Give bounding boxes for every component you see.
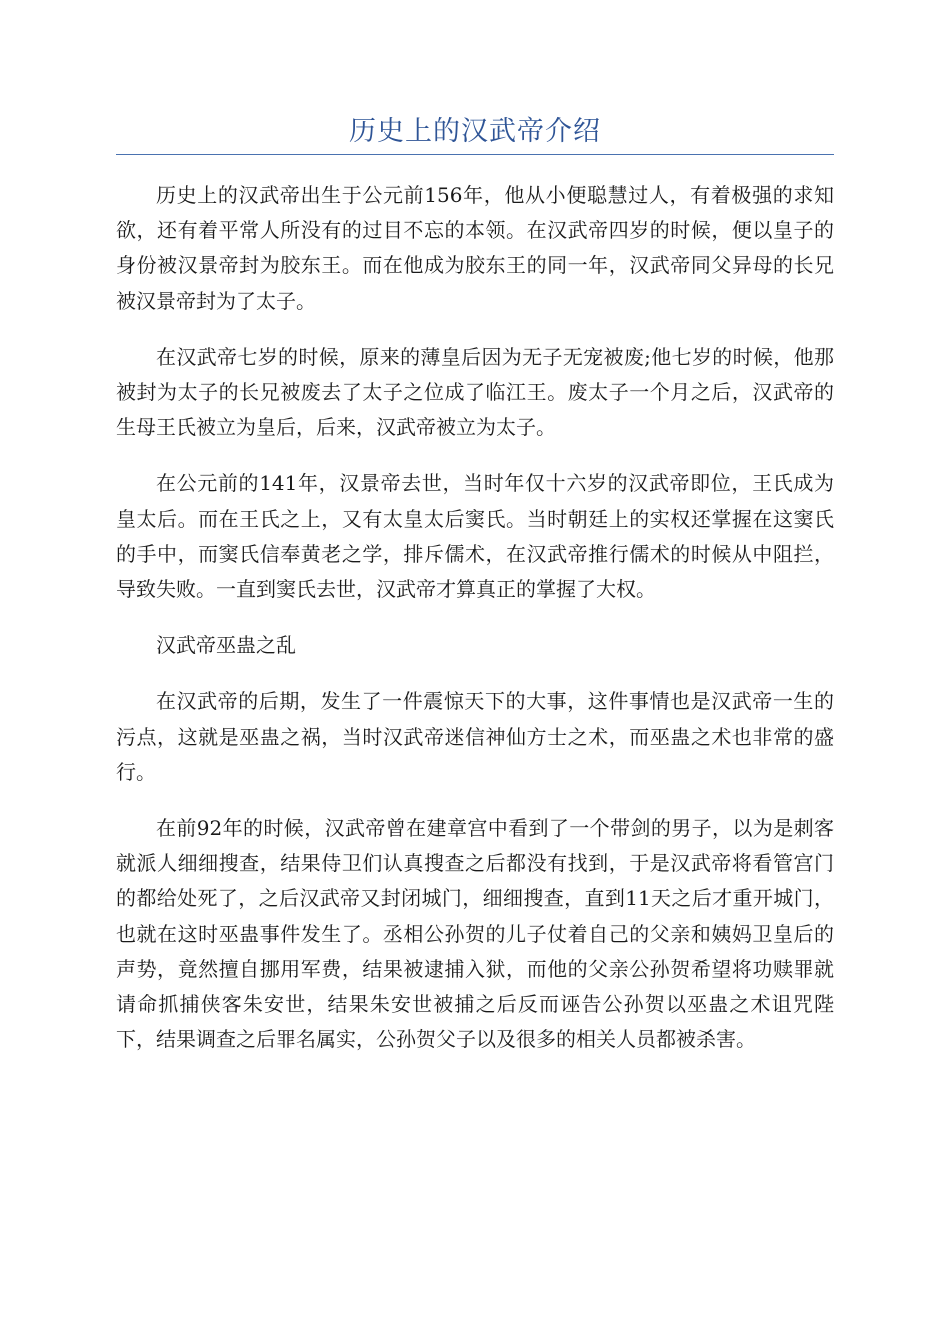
paragraph-birth: 历史上的汉武帝出生于公元前156年，他从小便聪慧过人，有着极强的求知欲，还有着平常人所没有的过目不忘的本领。在汉武帝四岁的时候，便以皇子的身份被汉景帝封为胶东王。而在他成为胶东王的同一年，汉武帝同父异母的长兄被汉景帝封为了太子。 — [116, 183, 834, 313]
paragraph-accession: 在公元前的141年，汉景帝去世，当时年仅十六岁的汉武帝即位，王氏成为皇太后。而在王氏之上，又有太皇太后窦氏。当时朝廷上的实权还掌握在这窦氏的手中，而窦氏信奉黄老之学，排斥儒术，在汉武帝推行儒术的时候从中阻拦，导致失败。一直到窦氏去世，汉武帝才算真正的掌握了大权。 — [116, 471, 834, 602]
paragraph-witchcraft-intro: 在汉武帝的后期，发生了一件震惊天下的大事，这件事情也是汉武帝一生的污点，这就是巫蛊之祸，当时汉武帝迷信神仙方士之术，而巫蛊之术也非常的盛行。 — [116, 689, 834, 784]
document-body — [116, 178, 834, 1078]
title-underline-rule — [116, 154, 834, 155]
document-title: 历史上的汉武帝介绍 — [349, 116, 601, 147]
paragraph-witchcraft-events: 在前92年的时候，汉武帝曾在建章宫中看到了一个带剑的男子，以为是刺客就派人细细搜查，结果侍卫们认真搜查之后都没有找到，于是汉武帝将看管宫门的都给处死了，之后汉武帝又封闭城门，细细搜查，直到11天之后才重开城门，也就在这时巫蛊事件发生了。丞相公孙贺的儿子仗着自己的父亲和姨妈卫皇后的声势，竟然擅自挪用军费，结果被逮捕入狱，而他的父亲公孙贺希望将功赎罪就请命抓捕侠客朱安世，结果朱安世被捕之后反而诬告公孙贺以巫蛊之术诅咒陛下，结果调查之后罪名属实，公孙贺父子以及很多的相关人员都被杀害。 — [116, 816, 834, 1052]
section-heading-witchcraft: 汉武帝巫蛊之乱 — [156, 633, 296, 658]
paragraph-crown-prince: 在汉武帝七岁的时候，原来的薄皇后因为无子无宠被废;他七岁的时候，他那被封为太子的长兄被废去了太子之位成了临江王。废太子一个月之后，汉武帝的生母王氏被立为皇后，后来，汉武帝被立为太子。 — [116, 344, 834, 440]
